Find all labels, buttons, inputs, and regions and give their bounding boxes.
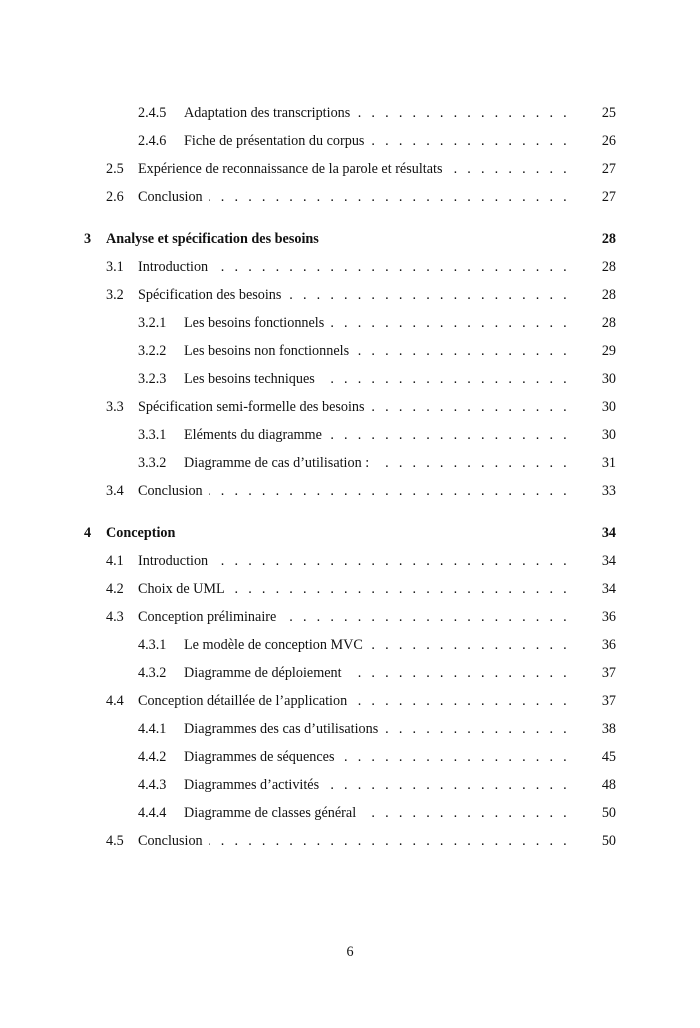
entry-number: 3.2.2 [138,342,167,359]
entry-number: 3.2.1 [138,314,167,331]
entry-title: Les besoins fonctionnels [184,314,325,331]
entry-title: Conception [106,524,176,541]
entry-number: 3.4 [106,482,124,499]
dot-leader [362,805,594,821]
entry-number: 3.3 [106,398,124,415]
dot-leader [287,287,594,303]
entry-page: 26 [601,132,616,149]
entry-number: 2.5 [106,160,124,177]
entry-page: 37 [601,692,616,709]
entry-title: Diagrammes d’activités [184,776,320,793]
entry-number: 2.4.5 [138,104,167,121]
dot-leader [369,637,594,653]
toc-entry-section[interactable] [84,547,616,575]
toc-entry-section[interactable] [84,687,616,715]
toc-entry-section[interactable] [84,183,616,211]
dot-leader [375,455,594,471]
toc-entry-section[interactable] [84,827,616,855]
entry-number: 3.1 [106,258,124,275]
dot-leader [214,259,594,275]
entry-number: 4.3 [106,608,124,625]
entry-title: Diagrammes des cas d’utilisations [184,720,379,737]
entry-page: 36 [601,608,616,625]
entry-page: 33 [601,482,616,499]
entry-number: 4.5 [106,832,124,849]
toc-entry-subsection[interactable] [84,127,616,155]
entry-page: 34 [601,580,616,597]
dot-leader [321,371,594,387]
toc-entry-section[interactable] [84,253,616,281]
toc-entry-subsection[interactable] [84,771,616,799]
entry-title: Conclusion [138,832,203,849]
entry-number: 4.4.3 [138,776,167,793]
entry-page: 27 [601,188,616,205]
entry-page: 48 [601,776,616,793]
entry-page: 29 [601,342,616,359]
entry-title: Eléments du diagramme [184,426,322,443]
dot-leader [209,483,594,499]
dot-leader [181,525,594,541]
entry-number: 4.4.4 [138,804,167,821]
toc-entry-section[interactable] [84,603,616,631]
entry-page: 28 [601,314,616,331]
entry-number: 3.3.1 [138,426,167,443]
entry-page: 31 [601,454,616,471]
entry-page: 27 [601,160,616,177]
dot-leader [328,427,594,443]
entry-number: 2.6 [106,188,124,205]
toc-entry-section[interactable] [84,477,616,505]
entry-title: Introduction [138,258,209,275]
entry-title: Diagramme de classes général [184,804,357,821]
dot-leader [282,609,594,625]
entry-number: 3.2.3 [138,370,167,387]
toc-entry-section[interactable] [84,281,616,309]
dot-leader [348,665,594,681]
entry-title: Les besoins non fonctionnels [184,342,350,359]
entry-number: 3.3.2 [138,454,167,471]
entry-page: 37 [601,664,616,681]
entry-title: Conclusion [138,188,203,205]
toc-entry-subsection[interactable] [84,743,616,771]
entry-title: Fiche de présentation du corpus [184,132,365,149]
dot-leader [371,399,594,415]
toc-entry-subsection[interactable] [84,309,616,337]
toc-entry-chapter[interactable] [84,225,616,253]
entry-title: Diagrammes de séquences [184,748,335,765]
entry-title: Les besoins techniques [184,370,315,387]
dot-leader [353,693,594,709]
entry-title: Conception détaillée de l’application [138,692,348,709]
entry-page: 45 [601,748,616,765]
dot-leader [330,315,594,331]
entry-number: 3.2 [106,286,124,303]
entry-page: 50 [601,804,616,821]
toc-entry-subsection[interactable] [84,449,616,477]
dot-leader [209,833,594,849]
entry-number: 4.4.2 [138,748,167,765]
toc-entry-chapter[interactable] [84,519,616,547]
entry-page: 30 [601,370,616,387]
entry-title: Spécification des besoins [138,286,282,303]
entry-title: Diagramme de cas d’utilisation : [184,454,370,471]
dot-leader [384,721,594,737]
entry-title: Adaptation des transcriptions [184,104,351,121]
dot-leader [231,581,594,597]
entry-title: Conclusion [138,482,203,499]
dot-leader [214,553,594,569]
dot-leader [209,189,594,205]
entry-title: Spécification semi-formelle des besoins [138,398,365,415]
toc-entry-subsection[interactable] [84,421,616,449]
entry-page: 28 [601,286,616,303]
table-of-contents [84,99,616,855]
entry-number: 4.2 [106,580,124,597]
entry-number: 4.3.2 [138,664,167,681]
entry-title: Analyse et spécification des besoins [106,230,319,247]
dot-leader [355,343,594,359]
dot-leader [370,133,594,149]
entry-page: 34 [601,524,616,541]
page-number: 6 [346,944,354,960]
toc-entry-subsection[interactable] [84,337,616,365]
entry-number: 4.4.1 [138,720,167,737]
entry-title: Expérience de reconnaissance de la parole et résultats [138,160,443,177]
entry-page: 28 [601,258,616,275]
toc-entry-subsection[interactable] [84,659,616,687]
toc-entry-section[interactable] [84,393,616,421]
dot-leader [448,161,594,177]
toc-entry-subsection[interactable] [84,99,616,127]
toc-entry-section[interactable] [84,575,616,603]
toc-entry-subsection[interactable] [84,365,616,393]
dot-leader [325,777,594,793]
entry-title: Choix de UML [138,580,225,597]
entry-number: 4.4 [106,692,124,709]
entry-number: 4.3.1 [138,636,167,653]
dot-leader [356,105,594,121]
dot-leader [325,231,594,247]
entry-page: 25 [601,104,616,121]
toc-entry-subsection[interactable] [84,631,616,659]
toc-entry-section[interactable] [84,155,616,183]
entry-page: 50 [601,832,616,849]
entry-number: 2.4.6 [138,132,167,149]
dot-leader [341,749,595,765]
entry-page: 30 [601,398,616,415]
toc-entry-subsection[interactable] [84,799,616,827]
entry-number: 4.1 [106,552,124,569]
entry-title: Conception préliminaire [138,608,277,625]
entry-page: 38 [601,720,616,737]
entry-page: 34 [601,552,616,569]
entry-page: 36 [601,636,616,653]
entry-title: Le modèle de conception MVC [184,636,363,653]
entry-title: Introduction [138,552,209,569]
entry-title: Diagramme de déploiement [184,664,342,681]
toc-entry-subsection[interactable] [84,715,616,743]
entry-page: 30 [601,426,616,443]
entry-number: 4 [84,524,92,541]
entry-number: 3 [84,230,92,247]
entry-page: 28 [601,230,616,247]
